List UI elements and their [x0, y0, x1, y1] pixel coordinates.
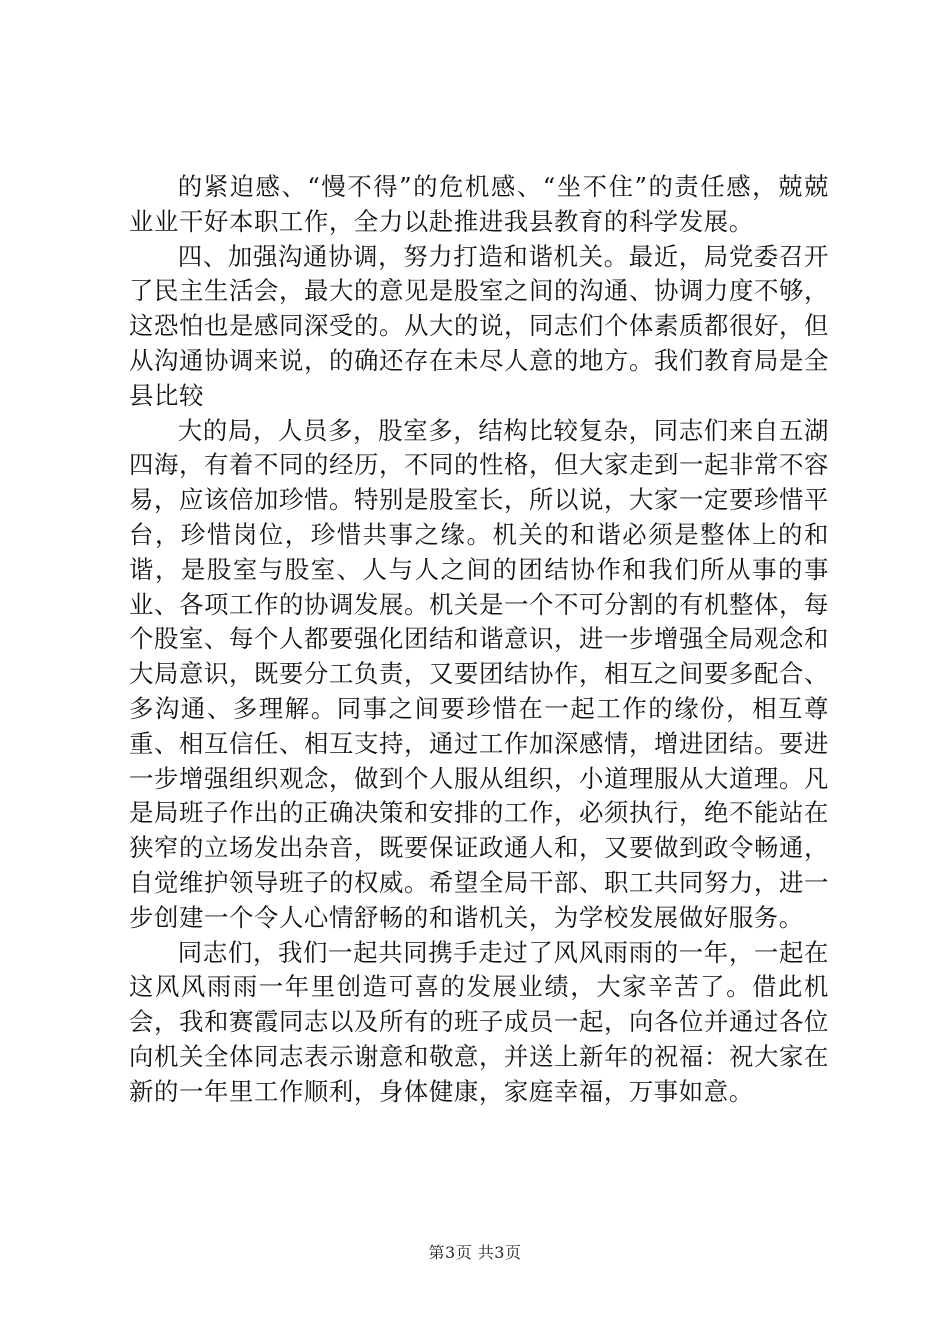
page-number-footer: 第3页 共3页 — [428, 1243, 522, 1262]
paragraph-harmony: 大的局，人员多，股室多，结构比较复杂，同志们来自五湖四海，有着不同的经历，不同的性格，但大家走到一起非常不容易，应该倍加珍惜。特别是股室长，所以说，大家一定要珍惜平台，珍惜岗位，珍惜共事之缘。机关的和谐必须是整体上的和谐，是股室与股室、人与人之间的团结协作和我们所从事的事业、各项工作的协调发展。机关是一个不可分割的有机整体，每个股室、每个人都要强化团结和谐意识，进一步增强全局观念和大局意识，既要分工负责，又要团结协作，相互之间要多配合、多沟通、多理解。同事之间要珍惜在一起工作的缘份，相互尊重、相互信任、相互支持，通过工作加深感情，增进团结。要进一步增强组织观念，做到个人服从组织，小道理服从大道理。凡是局班子作出的正确决策和安排的工作，必须执行，绝不能站在狭窄的立场发出杂音，既要保证政通人和，又要做到政令畅通，自觉维护领导班子的权威。希望全局干部、职工共同努力，进一步创建一个令人心情舒畅的和谐机关，为学校发展做好服务。 — [129, 415, 829, 932]
paragraph-closing: 同志们，我们一起共同携手走过了风风雨雨的一年，一起在这风风雨雨一年里创造可喜的发展业绩，大家辛苦了。借此机会，我和赛霞同志以及所有的班子成员一起，向各位并通过各位向机关全体同志表示谢意和敬意，并送上新年的祝福：祝大家在新的一年里工作顺利，身体健康，家庭幸福，万事如意。 — [129, 937, 829, 1106]
document-body — [129, 170, 829, 1110]
paragraph-continuation: 的紧迫感、“慢不得”的危机感、“坐不住”的责任感，兢兢业业干好本职工作，全力以赴推进我县教育的科学发展。 — [129, 172, 829, 236]
paragraph-section-four: 四、加强沟通协调，努力打造和谐机关。最近，局党委召开了民主生活会，最大的意见是股室之间的沟通、协调力度不够，这恐怕也是感同深受的。从大的说，同志们个体素质都很好，但从沟通协调来说，的确还存在未尽人意的地方。我们教育局是全县比较 — [129, 241, 829, 410]
